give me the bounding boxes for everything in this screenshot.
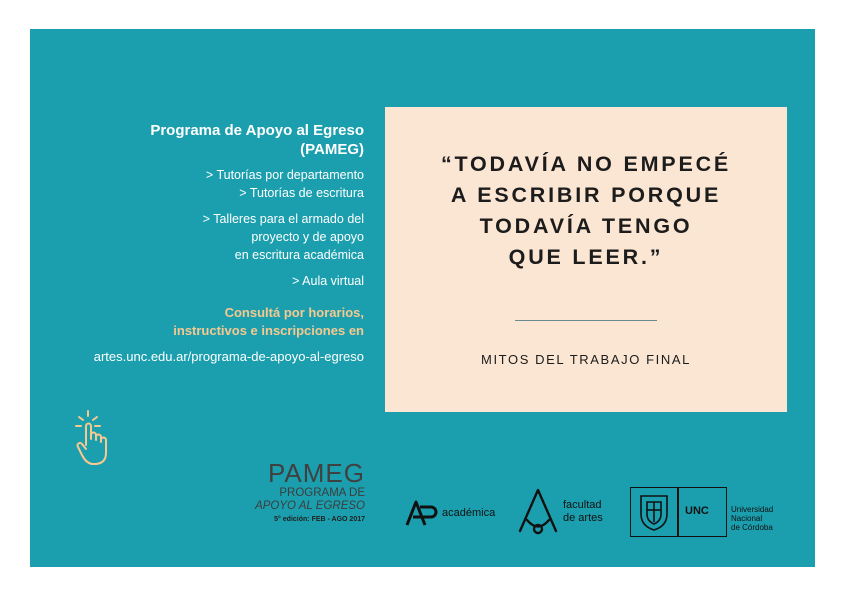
program-info (34, 121, 364, 366)
quote-line2: A ESCRIBIR PORQUE (450, 183, 722, 207)
facultad-line1: facultad (563, 499, 602, 511)
program-url[interactable]: artes.unc.edu.ar/programa-de-apoyo-al-egreso (93, 349, 364, 364)
item-aula-virtual: > Aula virtual (292, 274, 364, 288)
item-talleres-3: en escritura académica (234, 248, 364, 262)
unc-line2: Nacional (731, 514, 763, 523)
pameg-sub1: PROGRAMA DE (279, 487, 365, 499)
quote-subtitle: MITOS DEL TRABAJO FINAL (481, 352, 691, 367)
program-title-line1: Programa de Apoyo al Egreso (150, 122, 364, 139)
facultad-logo (517, 487, 617, 537)
unc-line3: de Córdoba (731, 523, 773, 532)
item-tutorias-escritura: > Tutorías de escritura (239, 186, 364, 200)
program-title-line2: (PAMEG) (300, 141, 364, 158)
academica-logo-icon (405, 499, 439, 527)
divider (515, 320, 657, 321)
program-items (34, 166, 364, 290)
pameg-name: PAMEG (268, 458, 365, 488)
unc-shield-icon (636, 492, 672, 532)
consult-line2: instructivos e inscripciones en (173, 323, 364, 338)
quote-text (385, 149, 787, 273)
pameg-logo (230, 459, 365, 523)
hand-tap-icon (74, 409, 116, 467)
program-title (34, 121, 364, 159)
item-tutorias-depto: > Tutorías por departamento (205, 168, 364, 182)
consult-line1: Consultá por horarios, (224, 305, 364, 320)
item-talleres-2: proyecto y de apoyo (251, 230, 364, 244)
item-talleres-1: > Talleres para el armado del (202, 212, 364, 226)
facultad-label (563, 499, 603, 525)
unc-line1: Universidad (731, 505, 774, 514)
unc-fullname (731, 505, 773, 532)
unc-abbr: UNC (685, 505, 709, 517)
pameg-edition: 5° edición: FEB - AGO 2017 (274, 516, 365, 523)
flyer-card (30, 29, 815, 567)
facultad-line2: de artes (563, 512, 603, 524)
academica-label: académica (442, 507, 496, 519)
quote-box (385, 107, 787, 412)
academica-logo (405, 499, 505, 529)
consult-text (34, 304, 364, 340)
quote-line1: “TODAVÍA NO EMPECÉ (440, 152, 732, 176)
quote-line4: QUE LEER.” (508, 245, 664, 269)
pameg-sub2: APOYO AL EGRESO (255, 500, 365, 512)
unc-logo (630, 487, 790, 539)
facultad-logo-icon (517, 487, 559, 537)
quote-line3: TODAVÍA TENGO (479, 214, 693, 238)
